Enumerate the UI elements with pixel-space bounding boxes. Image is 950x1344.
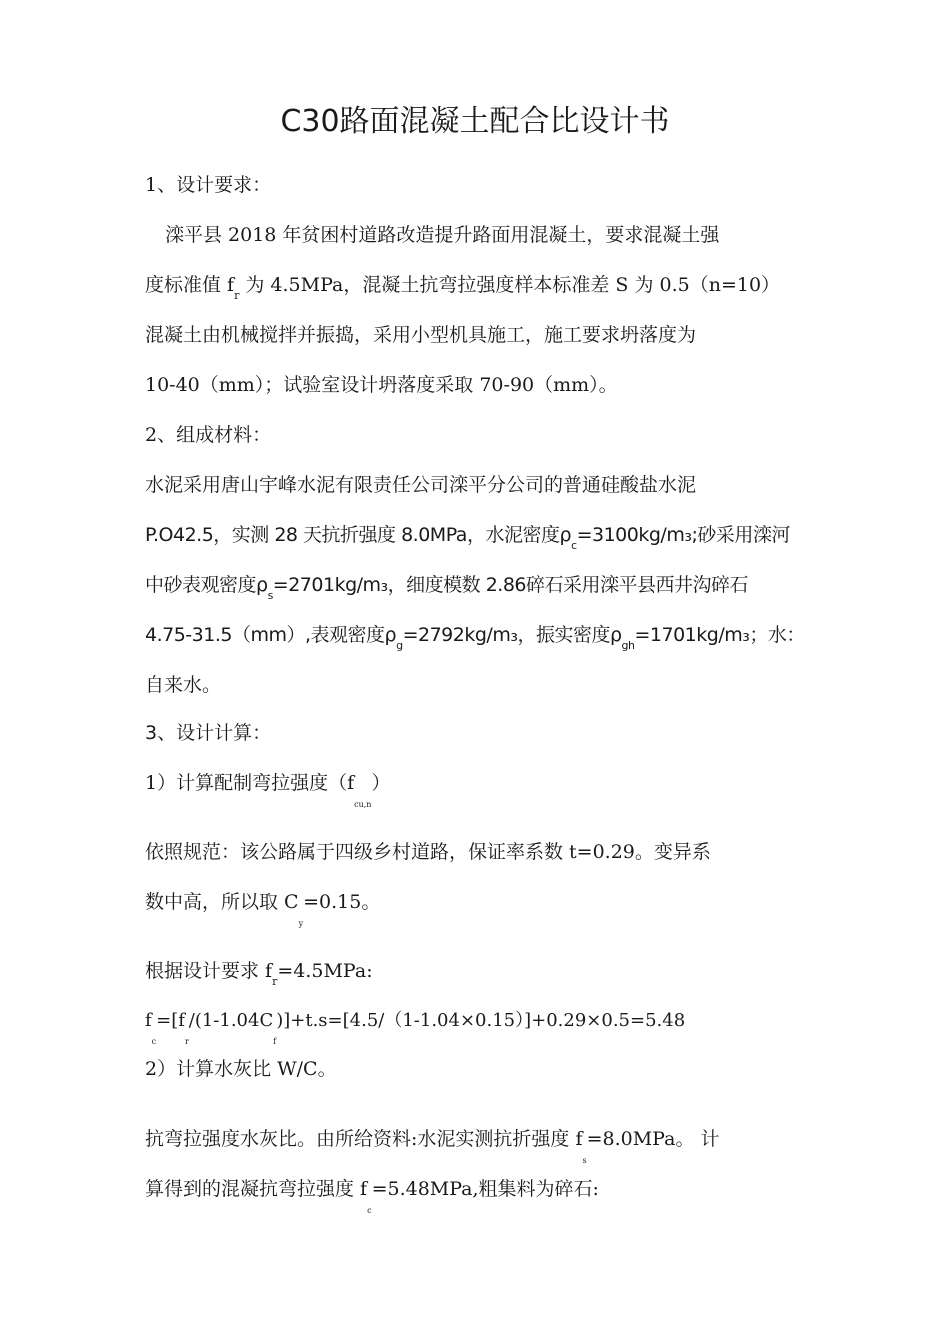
- text: =2792kg/m₃，振实密度ρ: [402, 624, 622, 646]
- text: 数中高，所以取 C: [145, 891, 299, 913]
- requirement-line-2: [145, 274, 781, 302]
- materials-line-1: 水泥采用唐山宇峰水泥有限责任公司滦平分公司的普通硅酸盐水泥: [145, 474, 697, 496]
- calc-paragraph-line-4: [145, 1128, 720, 1165]
- text: 中砂表观密度ρ: [145, 574, 268, 596]
- section-2-heading: 2、组成材料：: [145, 424, 272, 446]
- text: 1）计算配制弯拉强度（f: [145, 772, 355, 794]
- text: ）: [371, 772, 391, 794]
- calc-paragraph-line-5: [145, 1178, 599, 1215]
- requirement-line-3: 混凝土由机械搅拌并振捣，采用小型机具施工，施工要求坍落度为: [145, 324, 697, 346]
- subscript: c: [151, 1037, 157, 1046]
- calc-paragraph-line-3: [145, 960, 373, 988]
- text: =1701kg/m₃；水：: [634, 624, 805, 646]
- section-3-heading: 3、设计计算：: [145, 722, 272, 744]
- calc-step-2-heading: 2）计算水灰比 W/C。: [145, 1058, 337, 1080]
- text: =[f: [156, 1010, 185, 1031]
- subscript: r: [234, 289, 240, 302]
- text: 算得到的混凝抗弯拉强度 f: [145, 1178, 368, 1200]
- subscript: gh: [621, 639, 635, 652]
- text: =0.15。: [303, 891, 381, 913]
- text: 抗弯拉强度水灰比。由所给资料:水泥实测抗折强度 f: [145, 1128, 583, 1150]
- subscript: c: [571, 539, 577, 552]
- requirement-line-1: 滦平县 2018 年贫困村道路改造提升路面用混凝土，要求混凝土强: [165, 224, 720, 246]
- document-title: C30路面混凝土配合比设计书: [280, 104, 670, 139]
- formula-line: [145, 1010, 686, 1046]
- subscript: c: [367, 1206, 372, 1215]
- calc-paragraph-line-1: 依照规范：该公路属于四级乡村道路，保证率系数 t=0.29。变异系: [145, 841, 711, 863]
- text: =3100kg/m₃;砂采用滦河: [576, 524, 790, 546]
- text: =5.48MPa,粗集料为碎石:: [371, 1178, 599, 1200]
- text: =2701kg/m₃，细度模数 2.86碎石采用滦平县西井沟碎石: [272, 574, 749, 596]
- subscript: s: [267, 589, 273, 602]
- subscript: r: [272, 975, 278, 988]
- materials-line-2: [145, 524, 790, 552]
- requirement-line-4: 10-40（mm）；试验室设计坍落度采取 70-90（mm）。: [145, 374, 618, 396]
- calc-paragraph-line-2: [145, 891, 381, 928]
- subscript: f: [273, 1037, 277, 1046]
- text: =8.0MPa。 计: [586, 1128, 720, 1150]
- text: f: [145, 1010, 152, 1031]
- subscript: r: [184, 1037, 189, 1046]
- section-1-heading: 1、设计要求：: [145, 174, 272, 196]
- calc-step-1-heading: [145, 772, 391, 809]
- materials-line-5: 自来水。: [145, 674, 222, 696]
- text: )]+t.s=[4.5/（1-1.04×0.15）]+0.29×0.5=5.48: [276, 1010, 686, 1031]
- materials-line-4: [145, 624, 805, 652]
- text: 度标准值 f: [145, 274, 235, 296]
- text: =4.5MPa:: [277, 960, 373, 982]
- text: P.O42.5，实测 28 天抗折强度 8.0MPa，水泥密度ρ: [145, 524, 572, 546]
- text: 根据设计要求 f: [145, 960, 273, 982]
- materials-line-3: [145, 574, 749, 602]
- subscript: y: [298, 919, 304, 928]
- subscript: cu,n: [354, 800, 372, 809]
- text: /(1-1.04C: [188, 1010, 274, 1031]
- subscript: s: [582, 1156, 587, 1165]
- text: 4.75-31.5（mm）,表观密度ρ: [145, 624, 397, 646]
- subscript: g: [396, 639, 403, 652]
- text: 为 4.5MPa，混凝土抗弯拉强度样本标准差 S 为 0.5（n=10）: [239, 274, 781, 296]
